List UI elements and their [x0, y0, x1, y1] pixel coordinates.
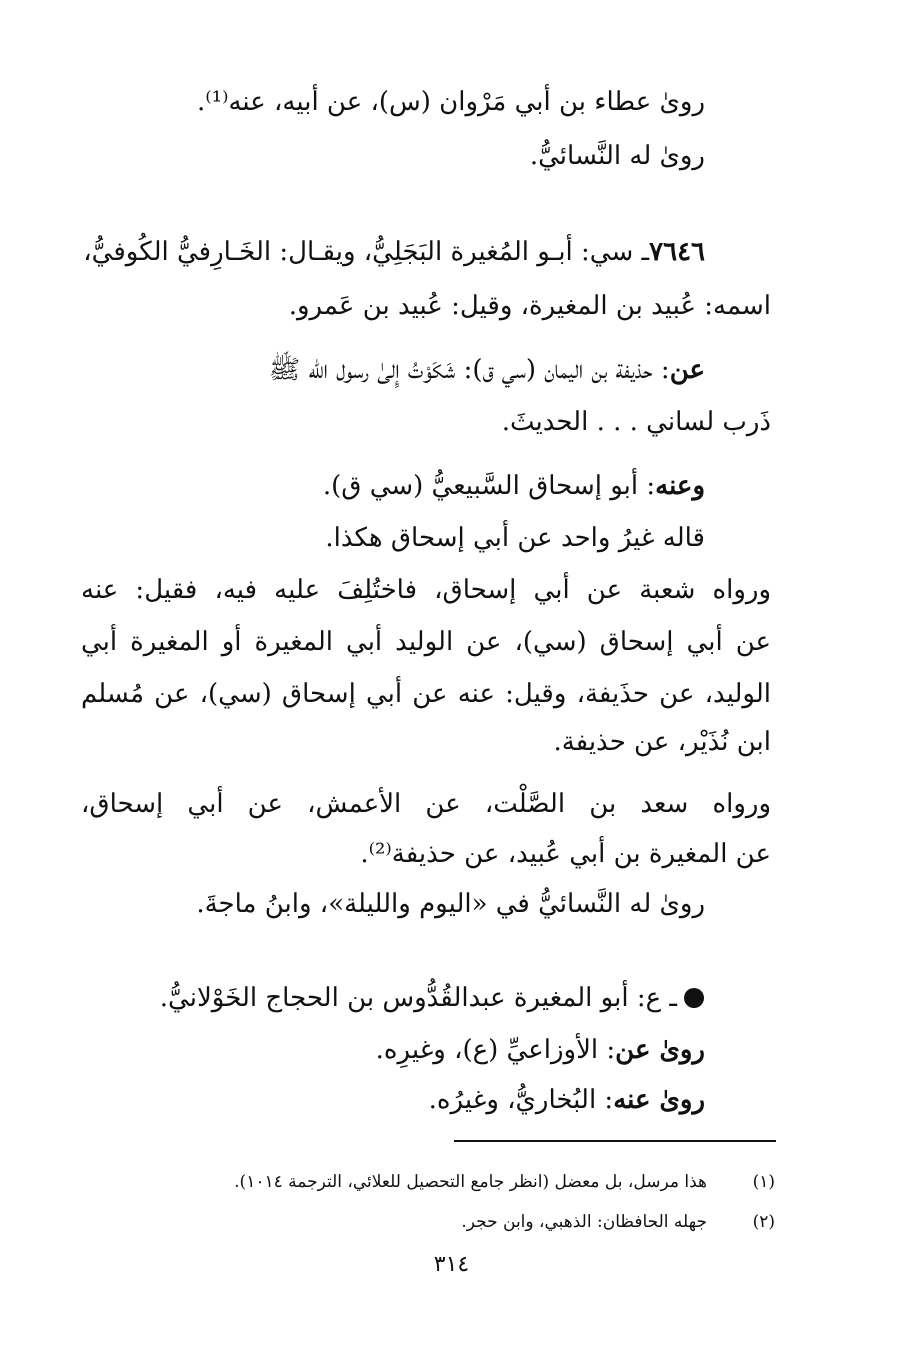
anhu-text: : أبو إسحاق السَّبيعيُّ (سي ق).: [322, 471, 656, 501]
paragraph-shuba-line-1: ورواه شعبة عن أبي إسحاق، فاختُلِفَ عليه فيه، فقيل: عنه: [81, 575, 771, 605]
entry-rawa-line: روىٰ له النَّسائيُّ في «اليوم والليلة»، وابنُ ماجةَ.: [196, 889, 705, 919]
bullet-dot-icon: [684, 988, 704, 1008]
second-entry-rawa-anhu: [429, 1080, 705, 1120]
footnote-number: (١): [752, 1172, 775, 1192]
footnote-text: جهله الحافظان: الذهبي، وابن حجر.: [461, 1212, 707, 1232]
rawa-an-label: روىٰ عن: [615, 1035, 705, 1065]
rawa-anhu-label: روىٰ عنه: [613, 1085, 705, 1115]
footnote-text: هذا مرسل، بل معضل (انظر جامع التحصيل للعلائي، الترجمة ١٠١٤).: [234, 1172, 707, 1192]
paragraph-shuba-line-2: عن أبي إسحاق (سي)، عن الوليد أبي المغيرة أو المغيرة أبي: [81, 627, 771, 657]
rawa-an-text: : الأوزاعيِّ (ع)، وغيرِه.: [375, 1035, 616, 1065]
entry-number: ٧٦٤٦: [649, 237, 705, 267]
paragraph-qalahu: قاله غيرُ واحد عن أبي إسحاق هكذا.: [325, 523, 705, 553]
entry-header: [83, 232, 705, 272]
an-line: [269, 350, 705, 390]
paragraph-shuba-line-3: الوليد، عن حذَيفة، وقيل: عنه عن أبي إسحاق (سي)، عن مُسلم: [81, 679, 771, 709]
prev-entry-nasai-line: روىٰ له النَّسائيُّ.: [529, 141, 705, 171]
second-entry-header: ـ ع: أبو المغيرة عبدالقُدُّوس بن الحجاج الخَوْلانيُّ.: [159, 983, 677, 1013]
second-entry-rawa-an: [376, 1030, 705, 1070]
an-line-2: ذَرب لساني . . . الحديثَ.: [501, 407, 771, 437]
prev-entry-riwaya-line: روىٰ عطاء بن أبي مَرْوان (س)، عن أبيه، عنه⁽¹⁾.: [196, 87, 705, 117]
paragraph-saad-line-1: ورواه سعد بن الصَّلْت، عن الأعمش، عن أبي إسحاق،: [81, 789, 771, 819]
footnote-number: (٢): [752, 1212, 775, 1232]
paragraph-saad-line-2: عن المغيرة بن أبي عُبيد، عن حذيفة⁽²⁾.: [360, 839, 771, 869]
page-number: ٣١٤: [433, 1252, 470, 1277]
an-text: : حذيفة بن اليمان (سي ق): شَكَوْتُ إِلىٰ رسول الله ﷺ: [268, 355, 670, 385]
entry-name-line: اسمه: عُبيد بن المغيرة، وقيل: عُبيد بن عَمرو.: [288, 291, 771, 321]
an-label: عن: [669, 355, 705, 385]
rawa-anhu-text: : البُخاريُّ، وغيرُه.: [428, 1085, 614, 1115]
paragraph-shuba-line-4: ابن نُذَيْر، عن حذيفة.: [553, 727, 771, 757]
anhu-line: [323, 466, 705, 506]
footnote-separator: [454, 1140, 776, 1142]
anhu-label: وعنه: [655, 471, 705, 501]
entry-header-text: ـ سي: أبـو المُغيرة البَجَلِيُّ، ويقـال: الخَـارِفيُّ الكُوفيُّ،: [83, 237, 650, 267]
